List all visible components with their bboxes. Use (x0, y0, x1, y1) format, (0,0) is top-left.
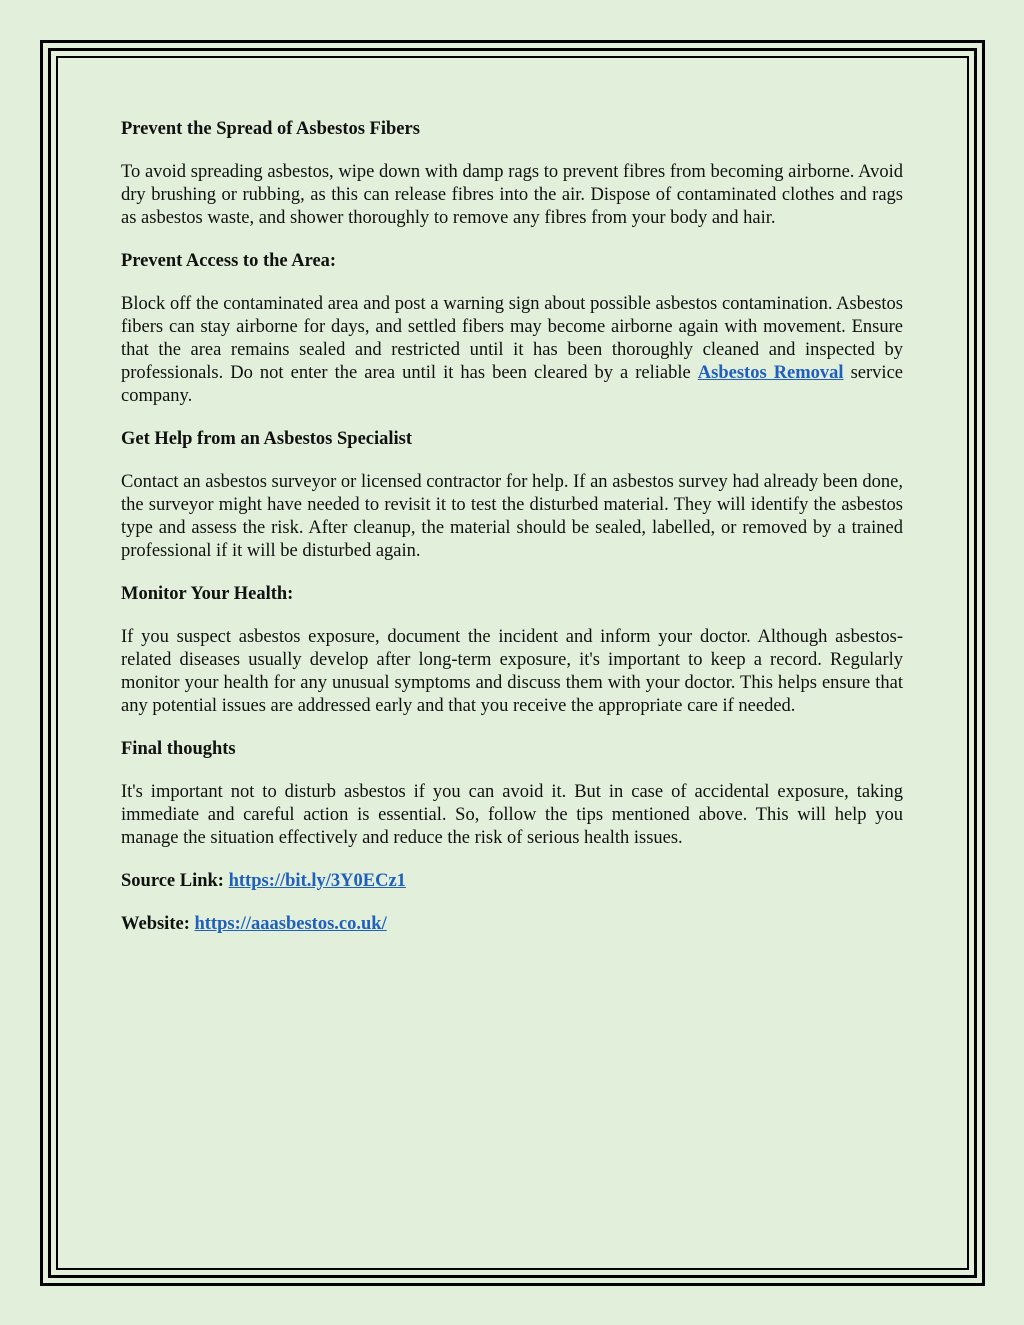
section-body-prevent-spread: To avoid spreading asbestos, wipe down with damp rags to prevent fibres from becoming airborne. Avoid dry brushing or rubbing, as this can release fibres into the air. Dispose of contaminated clothes and rags as asbestos waste, and shower thoroughly to remove any fibres from your body and hair. (121, 162, 903, 228)
section-heading-get-help: Get Help from an Asbestos Specialist (121, 429, 413, 449)
section-heading-prevent-access: Prevent Access to the Area: (121, 251, 337, 271)
prevent-access-text-after: service company. (121, 363, 903, 406)
source-link-line (121, 870, 903, 893)
source-link-label: Source Link: (121, 871, 229, 891)
section-heading-monitor-health: Monitor Your Health: (121, 584, 294, 604)
section-body-get-help: Contact an asbestos surveyor or licensed contractor for help. If an asbestos survey had already been done, the surveyor might have needed to revisit it to test the disturbed material. They will identify the asbestos type and assess the risk. After cleanup, the material should be sealed, labelled, or removed by a trained professional if it will be disturbed again. (121, 472, 903, 561)
asbestos-removal-link[interactable]: Asbestos Removal (697, 363, 844, 383)
website-line (121, 913, 903, 936)
source-link[interactable]: https://bit.ly/3Y0ECz1 (228, 871, 406, 891)
document-body (121, 118, 903, 956)
section-body-monitor-health: If you suspect asbestos exposure, document the incident and inform your doctor. Although asbestos-related diseases usually develop after long-term exposure, it's important to keep a record. Regularly monitor your health for any unusual symptoms and discuss them with your doctor. This helps ensure that any potential issues are addressed early and that you receive the appropriate care if needed. (121, 627, 903, 716)
website-label: Website: (121, 914, 195, 934)
website-link[interactable]: https://aaasbestos.co.uk/ (194, 914, 387, 934)
section-heading-final-thoughts: Final thoughts (121, 739, 236, 759)
section-heading-prevent-spread: Prevent the Spread of Asbestos Fibers (121, 119, 420, 139)
section-body-final-thoughts: It's important not to disturb asbestos if you can avoid it. But in case of accidental exposure, taking immediate and careful action is essential. So, follow the tips mentioned above. This will help you manage the situation effectively and reduce the risk of serious health issues. (121, 782, 903, 848)
section-body-prevent-access (121, 293, 903, 408)
prevent-access-text-before: Block off the contaminated area and post a warning sign about possible asbestos contamination. Asbestos fibers can stay airborne for days, and settled fibers may become airborne again with movement. Ensure that the area remains sealed and restricted until it has been thoroughly cleaned and inspected by professionals. Do not enter the area until it has been cleared by a reliable (121, 294, 903, 383)
